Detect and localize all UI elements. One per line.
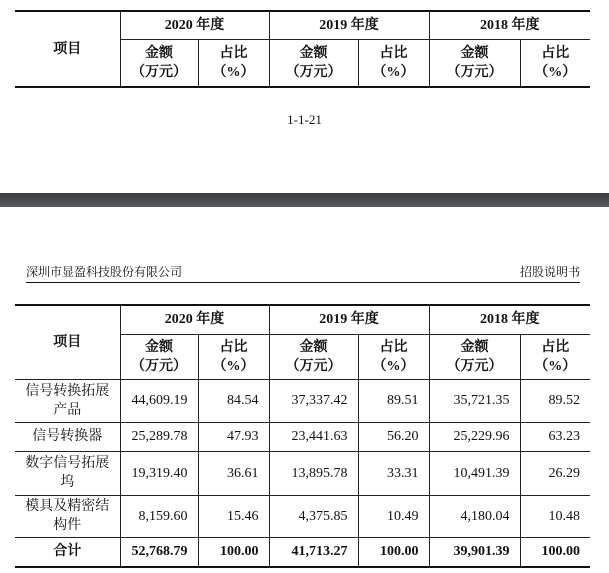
header-ratio-label: 占比: [219, 339, 248, 355]
header-amount: [120, 39, 198, 87]
row-ratio: 26.29: [520, 451, 590, 495]
header-amount-unit: （万元）: [131, 358, 187, 374]
row-ratio: 84.54: [198, 379, 269, 422]
row-amount: 35,721.35: [429, 379, 520, 422]
header-ratio: [520, 39, 590, 87]
row-ratio: 47.93: [198, 422, 269, 451]
table-row: [15, 537, 590, 567]
row-ratio: 63.23: [520, 422, 590, 451]
header-amount: [269, 334, 358, 379]
row-amount: 52,768.79: [120, 537, 198, 567]
row-item: 合计: [15, 537, 120, 567]
row-amount: 23,441.63: [269, 422, 358, 451]
header-ratio-label: 占比: [379, 339, 408, 355]
table-row: [15, 495, 590, 537]
header-year-2018: 2018 年度: [429, 305, 590, 334]
row-ratio: 100.00: [198, 537, 269, 567]
header-amount-label: 金额: [460, 45, 489, 61]
header-year-2018: 2018 年度: [429, 11, 590, 39]
revenue-table: [15, 304, 590, 568]
row-ratio: 56.20: [358, 422, 429, 451]
header-amount-label: 金额: [145, 45, 173, 61]
row-ratio: 89.52: [520, 379, 590, 422]
row-ratio: 100.00: [520, 537, 590, 567]
document-type: 招股说明书: [519, 265, 580, 279]
table-row: [15, 379, 590, 422]
header-ratio-unit: （%）: [534, 358, 577, 374]
header-ratio-label: 占比: [541, 339, 570, 355]
row-ratio: 89.51: [358, 379, 429, 422]
row-amount: 10,491.39: [429, 451, 520, 495]
row-item: 信号转换器: [15, 422, 120, 451]
header-amount-unit: （万元）: [285, 358, 342, 374]
row-ratio: 10.49: [358, 495, 429, 537]
header-ratio-unit: （%）: [212, 64, 255, 80]
header-amount-label: 金额: [299, 339, 328, 355]
header-amount-label: 金额: [145, 339, 173, 355]
header-amount-unit: （万元）: [446, 358, 503, 374]
page-number: 1-1-21: [287, 112, 322, 127]
header-ratio: [198, 334, 269, 379]
row-amount: 13,895.78: [269, 451, 358, 495]
header-amount: [429, 39, 520, 87]
header-year-2020: 2020 年度: [120, 11, 269, 39]
row-amount: 41,713.27: [269, 537, 358, 567]
header-year-2019: 2019 年度: [269, 305, 429, 334]
row-amount: 39,901.39: [429, 537, 520, 567]
running-header: [26, 263, 580, 283]
row-amount: 19,319.40: [120, 451, 198, 495]
header-ratio-unit: （%）: [212, 358, 255, 374]
row-amount: 4,375.85: [269, 495, 358, 537]
header-item: 项目: [15, 11, 120, 87]
header-amount-unit: （万元）: [446, 64, 503, 80]
header-ratio: [520, 334, 590, 379]
row-amount: 37,337.42: [269, 379, 358, 422]
header-amount: [429, 334, 520, 379]
header-ratio: [198, 39, 269, 87]
table-row: [15, 451, 590, 495]
row-item: 数字信号拓展坞: [15, 451, 120, 495]
header-amount-unit: （万元）: [131, 64, 187, 80]
row-ratio: 10.48: [520, 495, 590, 537]
header-year-2020: 2020 年度: [120, 305, 269, 334]
row-amount: 8,159.60: [120, 495, 198, 537]
header-item: 项目: [15, 305, 120, 379]
table-header-fragment: [15, 10, 590, 88]
page-separator: [0, 193, 609, 207]
row-amount: 44,609.19: [120, 379, 198, 422]
row-ratio: 36.61: [198, 451, 269, 495]
header-amount: [120, 334, 198, 379]
table-row: [15, 422, 590, 451]
header-amount-label: 金额: [299, 45, 328, 61]
header-ratio: [358, 334, 429, 379]
header-ratio-unit: （%）: [534, 64, 577, 80]
header-amount: [269, 39, 358, 87]
row-ratio: 33.31: [358, 451, 429, 495]
header-amount-unit: （万元）: [285, 64, 342, 80]
header-ratio-unit: （%）: [372, 358, 415, 374]
row-item: 信号转换拓展产品: [15, 379, 120, 422]
header-ratio-label: 占比: [541, 45, 570, 61]
header-year-2019: 2019 年度: [269, 11, 429, 39]
company-name: 深圳市显盈科技股份有限公司: [26, 265, 183, 279]
header-ratio: [358, 39, 429, 87]
row-item: 模具及精密结构件: [15, 495, 120, 537]
header-ratio-label: 占比: [379, 45, 408, 61]
header-ratio-unit: （%）: [372, 64, 415, 80]
row-amount: 25,289.78: [120, 422, 198, 451]
row-amount: 25,229.96: [429, 422, 520, 451]
row-ratio: 100.00: [358, 537, 429, 567]
row-amount: 4,180.04: [429, 495, 520, 537]
header-amount-label: 金额: [460, 339, 489, 355]
header-ratio-label: 占比: [219, 45, 248, 61]
row-ratio: 15.46: [198, 495, 269, 537]
